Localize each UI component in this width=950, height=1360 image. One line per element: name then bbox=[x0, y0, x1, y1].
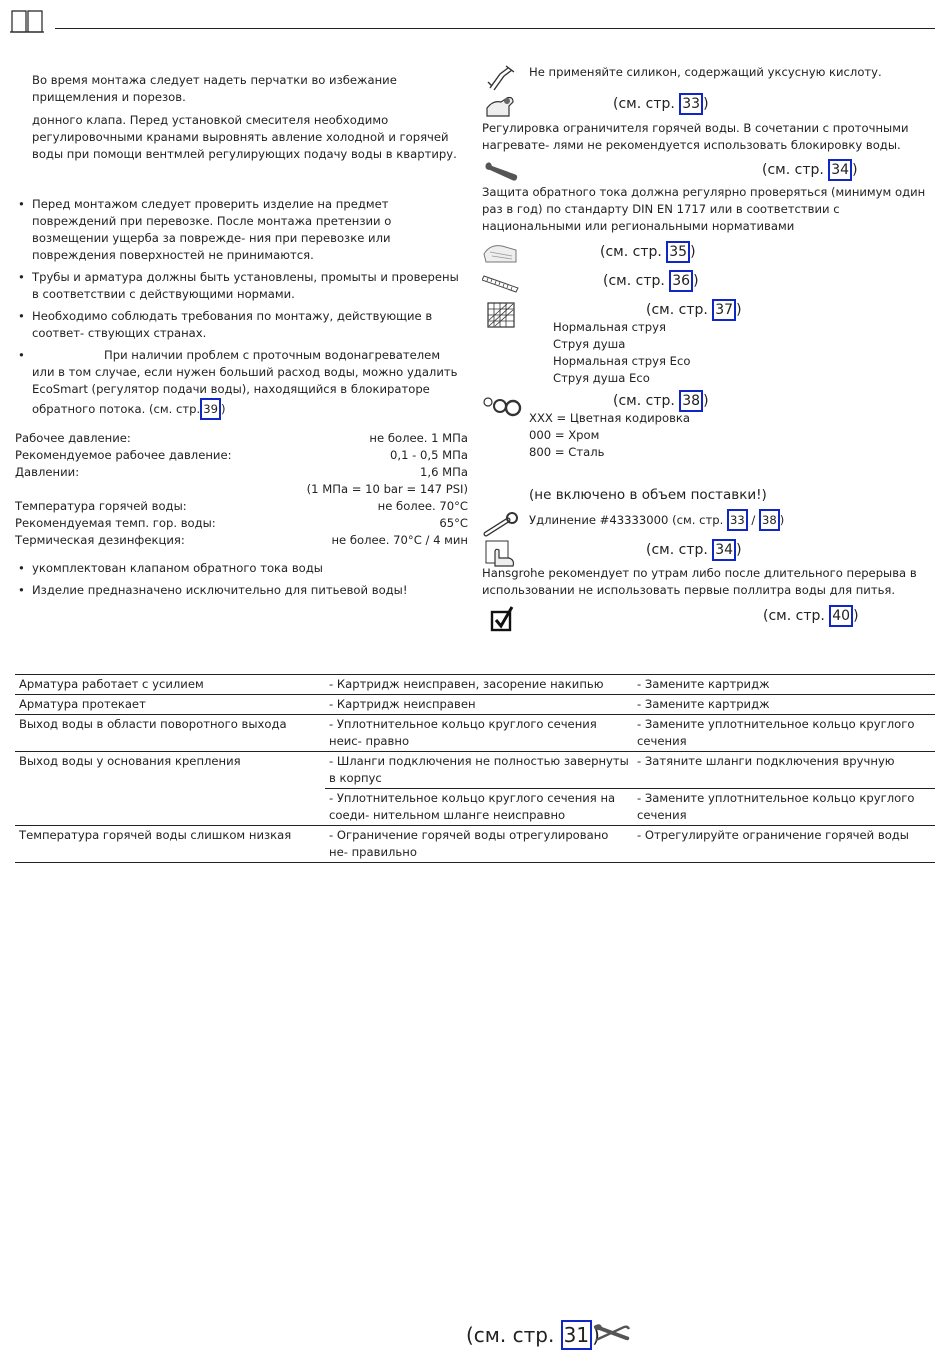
eq: = bbox=[554, 445, 565, 459]
spray-type: Нормальная струя Eco bbox=[553, 354, 691, 368]
problem-cell bbox=[15, 789, 325, 826]
problem-cell: Арматура работает с усилием bbox=[15, 675, 325, 695]
bullet-item: • Трубы и арматура должны быть установлены, промыты и проверены в соответствии с действующими нормами. bbox=[15, 269, 465, 303]
spec-value: 65°C bbox=[439, 516, 468, 530]
spray-type: Струя душа bbox=[553, 337, 626, 351]
paren-close: ) bbox=[852, 162, 858, 178]
page-ref-38[interactable]: 38 bbox=[679, 390, 703, 412]
problem-cell: Выход воды у основания крепления bbox=[15, 752, 325, 789]
hansgrohe-note: Hansgrohe рекомендует по утрам либо после длительного перерыва в использовании не использовать первые поллитра воды для питья. bbox=[482, 566, 917, 597]
eq: = bbox=[556, 411, 567, 425]
page-ref-40[interactable]: 40 bbox=[829, 605, 853, 627]
table-row bbox=[15, 752, 935, 789]
spec-label: Рабочее давление: bbox=[15, 431, 131, 445]
feature-item: • Изделие предназначено исключительно для питьевой воды! bbox=[15, 582, 465, 599]
extension-text: Удлинение #43333000 (см. стр. bbox=[529, 513, 724, 527]
tools-icon bbox=[592, 1322, 632, 1344]
spec-value: не более. 70°C / 4 мин bbox=[331, 533, 468, 547]
code: 000 bbox=[529, 428, 552, 442]
checkbox-icon bbox=[490, 606, 514, 632]
regulation-text: Регулировка ограничителя горячей воды. В сочетании с проточными нагревате- лями не рекомендуется использовать блокировку воды. bbox=[482, 121, 909, 152]
page-ref-33[interactable]: 33 bbox=[679, 93, 703, 115]
spec-value: (1 МПа = 10 bar = 147 PSI) bbox=[306, 482, 468, 496]
fix-cell: - Замените картридж bbox=[633, 695, 935, 715]
spec-label: Температура горячей воды: bbox=[15, 499, 187, 513]
cleaning-cloth-icon bbox=[482, 240, 520, 266]
spec-value: 0,1 - 0,5 МПа bbox=[390, 448, 468, 462]
see-ref-34a bbox=[762, 159, 858, 181]
see-text: (см. стр. bbox=[466, 1323, 555, 1347]
spec-row bbox=[15, 430, 468, 447]
spec-row bbox=[15, 532, 468, 549]
bullet-item: • Перед монтажом следует проверить изделие на предмет повреждений при перевозке. После монтажа претензии о возмещении ущерба за поврежде- ния при перевозке или повреждения поверхностей не принимаются. bbox=[15, 196, 465, 264]
spec-label: Рекомендуемая темп. гор. воды: bbox=[15, 516, 216, 530]
separator: / bbox=[751, 513, 756, 527]
page-ref-36[interactable]: 36 bbox=[669, 270, 693, 292]
page-ref-38[interactable]: 38 bbox=[759, 509, 780, 531]
see-text: (см. стр. bbox=[603, 273, 665, 289]
spec-value: не более. 1 МПа bbox=[369, 431, 468, 445]
extension-ref bbox=[529, 509, 784, 531]
spec-row bbox=[15, 481, 468, 498]
cause-cell: - Ограничение горячей воды отрегулировано не- правильно bbox=[325, 826, 633, 863]
paren-close: ) bbox=[703, 393, 709, 409]
page-ref-39[interactable]: 39 bbox=[200, 398, 221, 420]
backflow-text: Защита обратного тока должна регулярно проверяться (минимум один раз в год) по стандарту DIN EN 1717 или в соответствии с национальными или региональными нормативами bbox=[482, 185, 926, 233]
fix-cell: - Отрегулируйте ограничение горячей воды bbox=[633, 826, 935, 863]
silicone-warning: Не применяйте силикон, содержащий уксусную кислоту. bbox=[529, 65, 882, 79]
code: 800 bbox=[529, 445, 552, 459]
paren-close: ) bbox=[690, 244, 696, 260]
hand-adjust-icon bbox=[483, 94, 519, 120]
see-ref-40 bbox=[763, 605, 859, 627]
color-code-row bbox=[529, 444, 690, 461]
see-text: (см. стр. bbox=[646, 542, 708, 558]
page-ref-35[interactable]: 35 bbox=[666, 241, 690, 263]
wrench-icon bbox=[482, 160, 520, 184]
cause-cell: - Уплотнительное кольцо круглого сечения на соеди- нительном шланге неисправно bbox=[325, 789, 633, 826]
spec-value: не более. 70°C bbox=[377, 499, 468, 513]
cause-cell: - Шланги подключения не полностью завернуты в корпус bbox=[325, 752, 633, 789]
open-book-icon bbox=[10, 8, 44, 34]
fix-cell: - Замените картридж bbox=[633, 675, 935, 695]
table-row bbox=[15, 826, 935, 863]
see-ref-35 bbox=[600, 241, 696, 263]
spec-label: Термическая дезинфекция: bbox=[15, 533, 185, 547]
spec-row bbox=[15, 447, 468, 464]
footer-ref bbox=[466, 1320, 600, 1350]
see-text: (см. стр. bbox=[646, 302, 708, 318]
page-ref-37[interactable]: 37 bbox=[712, 299, 736, 321]
paren-close: ) bbox=[779, 513, 785, 527]
see-text: (см. стр. bbox=[600, 244, 662, 260]
spray-type: Струя душа Eco bbox=[553, 371, 650, 385]
code-name: Цветная кодировка bbox=[569, 411, 691, 425]
silicone-gun-icon bbox=[486, 64, 516, 92]
code-name: Хром bbox=[568, 428, 600, 442]
paren-close: ) bbox=[592, 1323, 600, 1347]
see-text: (см. стр. bbox=[762, 162, 824, 178]
problem-cell: Арматура протекает bbox=[15, 695, 325, 715]
bullet-item: • Необходимо соблюдать требования по монтажу, действующие в соответ- ствующих странах. bbox=[15, 308, 465, 342]
spec-row bbox=[15, 515, 468, 532]
tap-hand-icon bbox=[485, 540, 517, 568]
intro-gloves: Во время монтажа следует надеть перчатки во избежание прищемления и порезов. bbox=[32, 73, 397, 104]
ecosmart-text: При наличии проблем с проточным водонагревателем или в том случае, если нужен больший расход воды, можно удалить EcoSmart (регулятор подачи воды), находящийся в блокираторе обратного потока. (см. стр. bbox=[32, 348, 458, 416]
see-text: (см. стр. bbox=[763, 608, 825, 624]
problem-cell: Выход воды в области поворотного выхода bbox=[15, 715, 325, 752]
table-row bbox=[15, 789, 935, 826]
spray-grid-icon bbox=[487, 302, 515, 328]
bullet-list bbox=[15, 196, 465, 425]
fix-cell: - Замените уплотнительное кольцо круглого сечения bbox=[633, 715, 935, 752]
paren-close: ) bbox=[703, 96, 709, 112]
spray-type: Нормальная струя bbox=[553, 320, 666, 334]
feature-item: • укомплектован клапаном обратного тока воды bbox=[15, 560, 465, 577]
color-code-row bbox=[529, 410, 690, 427]
fix-cell: - Затяните шланги подключения вручную bbox=[633, 752, 935, 789]
page-ref-34[interactable]: 34 bbox=[828, 159, 852, 181]
specs-list bbox=[15, 430, 468, 549]
feature-list bbox=[15, 560, 465, 604]
paren-close: ) bbox=[853, 608, 859, 624]
paren-close: ) bbox=[736, 542, 742, 558]
cause-cell: - Картридж неисправен bbox=[325, 695, 633, 715]
see-ref-38 bbox=[613, 390, 709, 412]
paren-close: ) bbox=[220, 402, 226, 416]
see-ref-37 bbox=[646, 299, 742, 321]
paren-close: ) bbox=[693, 273, 699, 289]
bullet-item-ecosmart bbox=[15, 347, 465, 420]
see-ref-36 bbox=[603, 270, 699, 292]
extension-tool-icon bbox=[482, 510, 520, 538]
fix-cell: - Замените уплотнительное кольцо круглого сечения bbox=[633, 789, 935, 826]
page-ref-31[interactable]: 31 bbox=[561, 1320, 592, 1350]
color-codes bbox=[529, 410, 690, 461]
not-included-note: (не включено в объем поставки!) bbox=[529, 487, 767, 503]
color-code-row bbox=[529, 427, 690, 444]
paren-close: ) bbox=[736, 302, 742, 318]
cause-cell: - Уплотнительное кольцо круглого сечения неис- правно bbox=[325, 715, 633, 752]
spec-label: Давлении: bbox=[15, 465, 80, 479]
see-ref-33 bbox=[613, 93, 709, 115]
spec-row bbox=[15, 464, 468, 481]
ruler-icon bbox=[482, 270, 520, 294]
spray-types bbox=[553, 319, 690, 387]
header-rule bbox=[55, 28, 935, 29]
code: XXX bbox=[529, 411, 553, 425]
see-ref-34b bbox=[646, 539, 742, 561]
table-row bbox=[15, 715, 935, 752]
table-row bbox=[15, 675, 935, 695]
spec-row bbox=[15, 498, 468, 515]
intro-pressure: донного клапа. Перед установкой смесителя необходимо регулировочными кранами выровнять авление холодной и горячей воды при помощи вентмлей регулирующих подачу воды в квартиру. bbox=[32, 113, 457, 161]
code-name: Сталь bbox=[568, 445, 605, 459]
troubleshooting-table bbox=[15, 674, 935, 863]
spec-value: 1,6 МПа bbox=[420, 465, 468, 479]
page-ref-34[interactable]: 34 bbox=[712, 539, 736, 561]
spec-label: Рекомендуемое рабочее давление: bbox=[15, 448, 232, 462]
eq: = bbox=[554, 428, 565, 442]
see-text: (см. стр. bbox=[613, 393, 675, 409]
o-rings-icon bbox=[482, 394, 522, 418]
cause-cell: - Картридж неисправен, засорение накипью bbox=[325, 675, 633, 695]
table-row bbox=[15, 695, 935, 715]
see-text: (см. стр. bbox=[613, 96, 675, 112]
problem-cell: Температура горячей воды слишком низкая bbox=[15, 826, 325, 863]
page-ref-33[interactable]: 33 bbox=[727, 509, 748, 531]
